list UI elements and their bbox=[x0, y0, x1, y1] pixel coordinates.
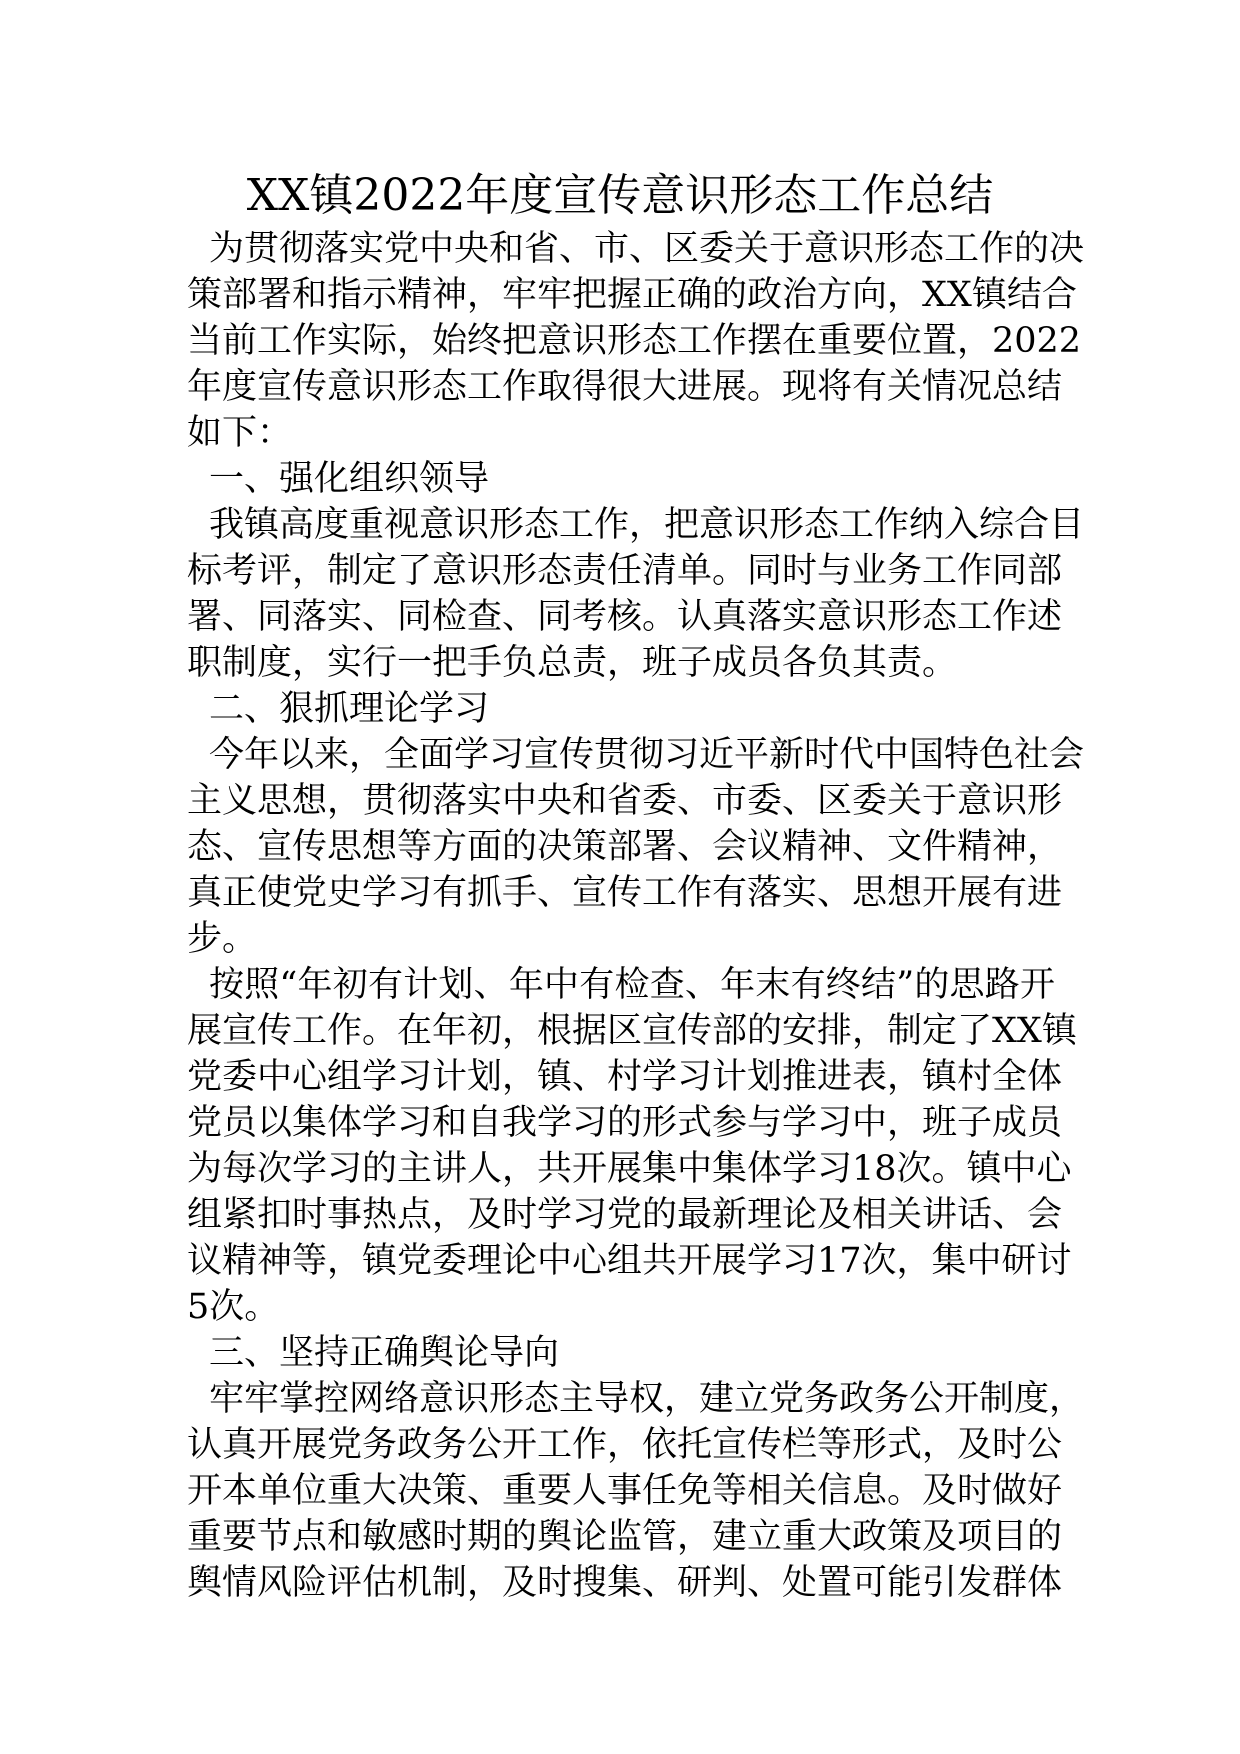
paragraph-line: 议精神等，镇党委理论中心组共开展学习17次，集中研讨 bbox=[187, 1241, 1072, 1281]
document-title: XX镇2022年度宣传意识形态工作总结 bbox=[246, 170, 994, 221]
paragraph-line: 重要节点和敏感时期的舆论监管，建立重大政策及项目的 bbox=[187, 1517, 1063, 1557]
paragraph-line: 策部署和指示精神，牢牢把握正确的政治方向，XX镇结合 bbox=[187, 275, 1077, 315]
paragraph-line: 步。 bbox=[187, 919, 258, 959]
paragraph-line: 舆情风险评估机制，及时搜集、研判、处置可能引发群体 bbox=[187, 1563, 1063, 1603]
paragraph-line: 年度宣传意识形态工作取得很大进展。现将有关情况总结 bbox=[187, 367, 1063, 407]
section-heading: 三、坚持正确舆论导向 bbox=[209, 1333, 560, 1373]
section-heading: 一、强化组织领导 bbox=[209, 459, 490, 499]
paragraph-line: 我镇高度重视意识形态工作，把意识形态工作纳入综合目 bbox=[209, 505, 1085, 545]
paragraph-line: 5次。 bbox=[187, 1287, 280, 1327]
paragraph-line: 认真开展党务政务公开工作，依托宣传栏等形式，及时公 bbox=[187, 1425, 1063, 1465]
paragraph-line: 党员以集体学习和自我学习的形式参与学习中，班子成员 bbox=[187, 1103, 1063, 1143]
paragraph-line: 组紧扣时事热点，及时学习党的最新理论及相关讲话、会 bbox=[187, 1195, 1063, 1235]
paragraph-line: 标考评，制定了意识形态责任清单。同时与业务工作同部 bbox=[187, 551, 1063, 591]
paragraph-line: 态、宣传思想等方面的决策部署、会议精神、文件精神， bbox=[187, 827, 1063, 867]
section-heading: 二、狠抓理论学习 bbox=[209, 689, 490, 729]
paragraph-line: 今年以来，全面学习宣传贯彻习近平新时代中国特色社会 bbox=[209, 735, 1085, 775]
paragraph-line: 为贯彻落实党中央和省、市、区委关于意识形态工作的决 bbox=[209, 229, 1085, 269]
paragraph-line: 按照“年初有计划、年中有检查、年末有终结”的思路开 bbox=[209, 965, 1055, 1005]
paragraph-line: 展宣传工作。在年初，根据区宣传部的安排，制定了XX镇 bbox=[187, 1011, 1077, 1051]
paragraph-line: 党委中心组学习计划，镇、村学习计划推进表，镇村全体 bbox=[187, 1057, 1063, 1097]
paragraph-line: 牢牢掌控网络意识形态主导权，建立党务政务公开制度， bbox=[209, 1379, 1085, 1419]
paragraph-line: 当前工作实际，始终把意识形态工作摆在重要位置，2022 bbox=[187, 321, 1082, 361]
paragraph-line: 为每次学习的主讲人，共开展集中集体学习18次。镇中心 bbox=[187, 1149, 1072, 1189]
paragraph-line: 开本单位重大决策、重要人事任免等相关信息。及时做好 bbox=[187, 1471, 1063, 1511]
paragraph-line: 署、同落实、同检查、同考核。认真落实意识形态工作述 bbox=[187, 597, 1063, 637]
paragraph-line: 真正使党史学习有抓手、宣传工作有落实、思想开展有进 bbox=[187, 873, 1063, 913]
paragraph-line: 主义思想，贯彻落实中央和省委、市委、区委关于意识形 bbox=[187, 781, 1063, 821]
paragraph-line: 职制度，实行一把手负总责，班子成员各负其责。 bbox=[187, 643, 958, 683]
paragraph-line: 如下： bbox=[187, 413, 293, 453]
